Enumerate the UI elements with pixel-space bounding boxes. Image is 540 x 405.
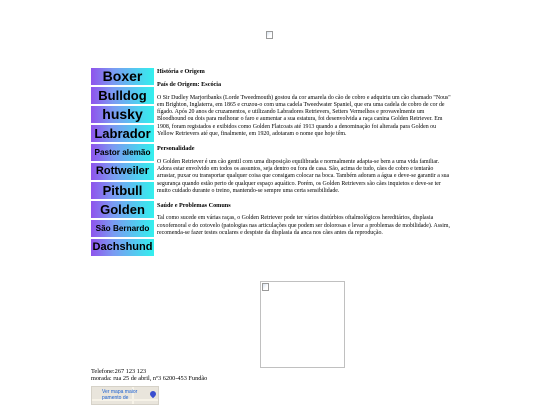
history-paragraph: O Sir Dudley Marjoribanks (Lorde Tweedmouth) gostou da cor amarela do cão de cobro e adquiriu um cão chamado "Nous" em Brighton, Inglaterra, em 1865 e cruzou-o com uma cadela Tweedwater Spaniel, que era uma cadela de cobro de cor de fígado. Após 20 anos de cruzamentos, e utilizando Labradores Retrievers, Setters Vermelhos e provavelmente um Bloodhound ou dois para melhorar o faro e aumentar a sua estatura, foi desenvolvida a raça canina Golden Retriever. Em 1908, foram registados e exibidos como Golden Flatcoats até 1913 quando a denominação foi alterada para Golden ou Yellow Retrievers até que, finalmente, em 1920, adotaram o nome que hoje têm. (157, 94, 451, 138)
sidebar-nav (91, 68, 154, 258)
personality-paragraph: O Golden Retriever é um cão gentil com uma disposição equilibrada e normalmente adapta-se bem a uma vida familiar. Adora estar envolvido em todos os assuntos, seja dentro ou fora de casa. São, acima de tudo, cães de cobro e tentarão arrastar, puxar ou transportar qualquer coisa que consigam colocar na boca. Também adoram a água e deve-se garantir a sua segurança quando estão perto de qualquer espaço aquático. Porém, os Golden Retrievers são cães inquietos e deve-se ter muito cuidado durante o treino, mantendo-se sempre uma certa sensibilidade. (157, 158, 450, 194)
nav-link-rottweiler[interactable]: Rottweiler (91, 163, 154, 180)
nav-link-dachshund[interactable]: Dachshund (91, 239, 154, 256)
country-heading: País de Origem: Escócia (157, 81, 222, 89)
nav-link-pitbull[interactable]: Pitbull (91, 182, 154, 199)
view-larger-map-link[interactable] (102, 390, 137, 401)
history-heading: História e Origem (157, 68, 205, 75)
embedded-map[interactable] (91, 386, 159, 405)
map-place-fragment: pamento de (102, 394, 129, 401)
map-pin-icon[interactable] (149, 390, 157, 398)
nav-link-boxer[interactable]: Boxer (91, 68, 154, 85)
nav-link-bulldog[interactable]: Bulldog (91, 87, 154, 104)
nav-link-sao-bernardo[interactable]: São Bernardo (91, 220, 154, 237)
header-image (266, 31, 274, 40)
phone-text: Telefone:267 123 123 (91, 368, 147, 375)
map-link-label: Ver mapa maior (102, 389, 138, 395)
contact-footer (91, 368, 207, 383)
nav-link-husky[interactable]: husky (91, 106, 154, 123)
nav-link-golden[interactable]: Golden (91, 201, 154, 218)
health-paragraph: Tal como sucede em várias raças, o Golden Retriever pode ter vários distúrbios oftalmológicos hereditários, displasia coxofemoral e do cotovelo (patologias nas articulações que podem ser dolorosas e levar a problemas de mobilidade). Assim, recomenda-se fazer testes oculares e despiste da displasia da anca nos cães antes da reprodução. (157, 215, 450, 237)
address-text: morada: rua 25 de abril, nº3 6200-453 Fundão (91, 375, 208, 383)
health-heading: Saúde e Problemas Comuns (157, 202, 231, 210)
personality-heading: Personalidade (157, 145, 195, 153)
nav-link-pastor-alemao[interactable]: Pastor alemão (91, 144, 154, 161)
main-content (157, 68, 452, 237)
nav-link-labrador[interactable]: Labrador (91, 125, 154, 142)
golden-retriever-image (260, 281, 345, 368)
